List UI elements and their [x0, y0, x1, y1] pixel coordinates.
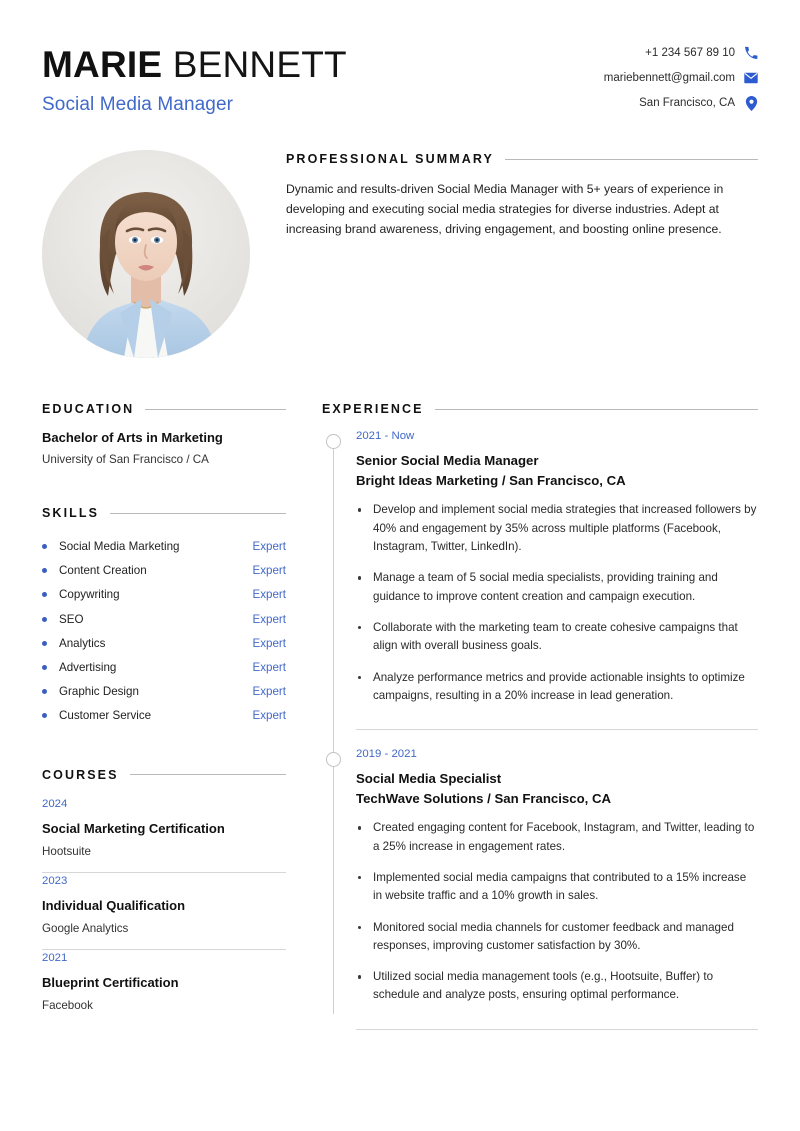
experience-bullets	[356, 501, 758, 705]
job-title: Social Media Manager	[42, 94, 234, 116]
skill-level: Expert	[252, 540, 286, 554]
skill-level: Expert	[252, 564, 286, 578]
course-title: Blueprint Certification	[42, 974, 179, 990]
skill-name: Content Creation	[59, 564, 147, 578]
experience-role: Senior Social Media Manager	[356, 453, 539, 469]
courses-heading-label: COURSES	[42, 767, 119, 782]
course-item	[42, 950, 286, 1026]
skill-name: Customer Service	[59, 709, 152, 723]
email-icon	[744, 71, 758, 85]
heading-rule	[435, 409, 758, 410]
skill-name: Analytics	[59, 636, 106, 650]
skill-item	[42, 607, 286, 631]
experience-bullet: Collaborate with the marketing team to create cohesive campaigns that align with overall business goals.	[356, 619, 758, 656]
portrait-photo	[42, 150, 250, 358]
heading-rule	[145, 409, 286, 410]
course-org: Google Analytics	[42, 921, 129, 935]
course-title: Social Marketing Certification	[42, 820, 225, 836]
skill-level: Expert	[252, 685, 286, 699]
timeline-marker-icon	[326, 752, 341, 767]
skill-level: Expert	[252, 636, 286, 650]
course-year: 2021	[42, 951, 68, 964]
last-name: BENNETT	[172, 44, 347, 85]
experience-bullet: Created engaging content for Facebook, Instagram, and Twitter, leading to a 25% increase in engagement rates.	[356, 819, 758, 856]
skills-heading	[42, 506, 286, 520]
contact-email[interactable]	[604, 71, 758, 85]
experience-divider	[356, 729, 758, 730]
skill-item	[42, 631, 286, 655]
left-column	[42, 402, 286, 1047]
contact-location-text: San Francisco, CA	[639, 97, 735, 109]
heading-rule	[505, 159, 758, 160]
phone-icon	[744, 46, 758, 60]
experience-item	[322, 748, 758, 1013]
bullet-dot-icon	[42, 689, 47, 694]
skill-item	[42, 680, 286, 704]
experience-heading-label: EXPERIENCE	[322, 402, 424, 417]
bullet-dot-icon	[42, 592, 47, 597]
education-school: University of San Francisco / CA	[42, 453, 209, 467]
summary-text: Dynamic and results-driven Social Media Manager with 5+ years of experience in developing and executing social media strategies for diverse industries. Adept at increasing brand awareness, driving engagement, and boosting online presence.	[286, 182, 724, 237]
skill-level: Expert	[252, 588, 286, 602]
courses-section	[42, 768, 286, 1026]
experience-company: Bright Ideas Marketing / San Francisco, CA	[356, 473, 626, 489]
name-block	[42, 38, 347, 116]
summary-heading-label: PROFESSIONAL SUMMARY	[286, 152, 494, 167]
course-year: 2024	[42, 797, 68, 810]
timeline-marker-icon	[326, 434, 341, 449]
experience-item	[322, 430, 758, 713]
experience-bullet: Monitored social media channels for customer feedback and managed responses, improving customer satisfaction by 30%.	[356, 919, 758, 956]
heading-rule	[130, 774, 286, 775]
contact-list	[604, 38, 758, 110]
bullet-dot-icon	[42, 665, 47, 670]
resume-header	[42, 38, 758, 134]
course-item	[42, 873, 286, 949]
course-org: Facebook	[42, 998, 93, 1012]
contact-email-text: mariebennett@gmail.com	[603, 72, 735, 84]
photo-wrap	[42, 146, 250, 358]
heading-rule	[110, 513, 286, 514]
skill-item	[42, 704, 286, 728]
skill-item	[42, 534, 286, 558]
course-item	[42, 796, 286, 872]
experience-bullet: Manage a team of 5 social media specialists, providing training and guidance to improve content creation and campaign execution.	[356, 569, 758, 606]
skill-name: Copywriting	[59, 588, 120, 602]
contact-location[interactable]	[604, 96, 758, 110]
experience-bullets	[356, 819, 758, 1005]
course-title: Individual Qualification	[42, 897, 186, 913]
experience-divider	[356, 1029, 758, 1030]
skill-item	[42, 559, 286, 583]
skill-name: Graphic Design	[59, 685, 139, 699]
bullet-dot-icon	[42, 568, 47, 573]
first-name: MARIE	[42, 44, 163, 85]
body-columns	[42, 358, 758, 1047]
contact-phone[interactable]	[604, 46, 758, 60]
experience-date: 2021 - Now	[356, 430, 415, 443]
location-pin-icon	[744, 96, 758, 110]
bullet-dot-icon	[42, 641, 47, 646]
avatar	[42, 150, 250, 358]
skill-item	[42, 583, 286, 607]
experience-bullet: Develop and implement social media strategies that increased followers by 40% and engagement by 35% across multiple platforms (Facebook, Instagram, Twitter, LinkedIn).	[356, 501, 758, 556]
experience-company: TechWave Solutions / San Francisco, CA	[356, 791, 612, 807]
skill-name: Social Media Marketing	[59, 540, 180, 554]
experience-heading	[322, 402, 758, 416]
experience-section	[322, 402, 758, 1029]
experience-bullet: Analyze performance metrics and provide actionable insights to optimize campaigns, resulting in a 20% increase in lead generation.	[356, 669, 758, 706]
experience-timeline	[322, 430, 758, 1029]
skill-level: Expert	[252, 709, 286, 723]
education-heading-label: EDUCATION	[42, 402, 135, 417]
education-section	[42, 402, 286, 466]
summary-section	[286, 146, 758, 358]
right-column	[322, 402, 758, 1047]
page-title	[42, 44, 347, 85]
skills-section	[42, 506, 286, 728]
experience-role: Social Media Specialist	[356, 771, 502, 787]
skill-level: Expert	[252, 660, 286, 674]
courses-heading	[42, 768, 286, 782]
skill-item	[42, 655, 286, 679]
experience-bullet: Utilized social media management tools (e.g., Hootsuite, Buffer) to schedule and analyze posts, ensuring optimal performance.	[356, 968, 758, 1005]
bullet-dot-icon	[42, 617, 47, 622]
skill-name: Advertising	[59, 660, 117, 674]
experience-bullet: Implemented social media campaigns that contributed to a 15% increase in website traffic and a 10% growth in sales.	[356, 869, 758, 906]
contact-phone-text: +1 234 567 89 10	[645, 47, 735, 59]
education-heading	[42, 402, 286, 416]
top-section	[42, 134, 758, 358]
skill-level: Expert	[252, 612, 286, 626]
education-degree: Bachelor of Arts in Marketing	[42, 430, 223, 446]
bullet-dot-icon	[42, 544, 47, 549]
experience-date: 2019 - 2021	[356, 748, 417, 761]
course-org: Hootsuite	[42, 844, 91, 858]
skills-heading-label: SKILLS	[42, 506, 100, 521]
bullet-dot-icon	[42, 713, 47, 718]
course-year: 2023	[42, 874, 68, 887]
skill-name: SEO	[59, 612, 84, 626]
summary-heading	[286, 152, 758, 166]
